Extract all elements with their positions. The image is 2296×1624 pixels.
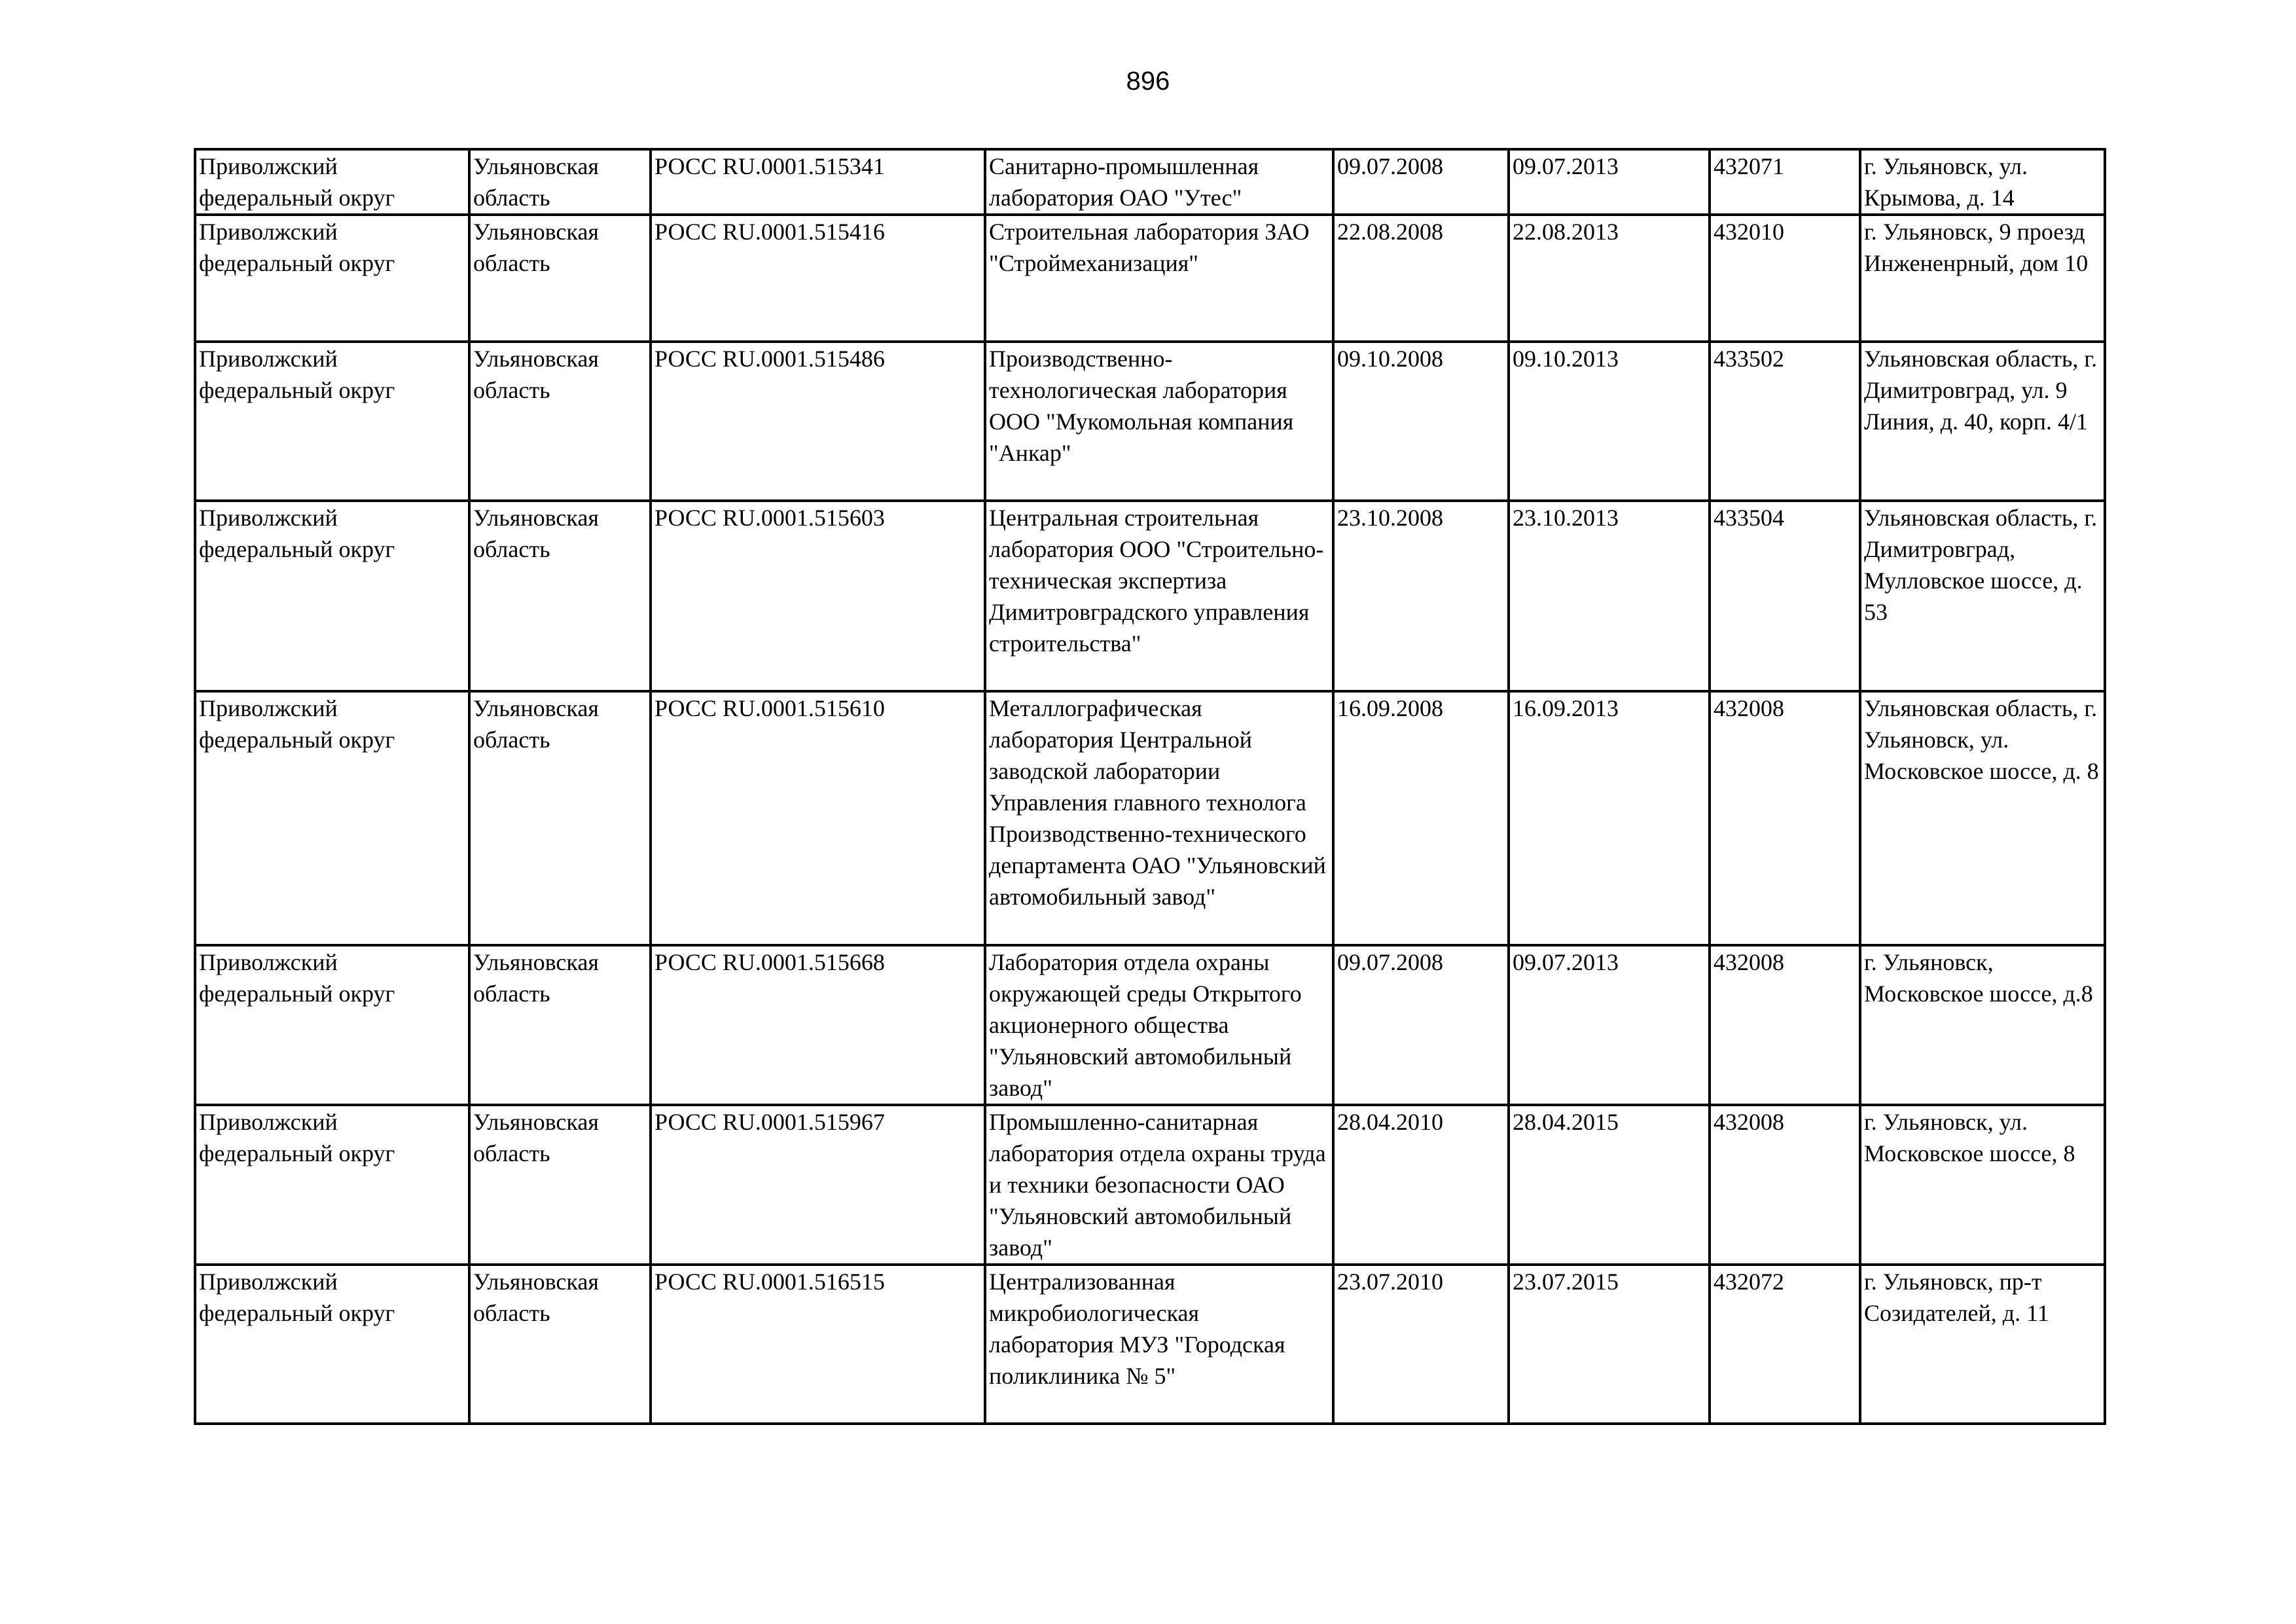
registration-number-cell: РОСС RU.0001.515486 [651,342,985,501]
date-issued-cell: 28.04.2010 [1333,1105,1509,1265]
date-issued-cell: 09.10.2008 [1333,342,1509,501]
address-cell: Ульяновская область, г. Димитровград, Мулловское шоссе, д. 53 [1860,501,2105,691]
registration-number-cell: РОСС RU.0001.515610 [651,691,985,945]
address-cell: г. Ульяновск, 9 проезд Инжененрный, дом 10 [1860,215,2105,342]
postcode-cell: 432072 [1710,1265,1860,1424]
date-valid-cell: 23.10.2013 [1509,501,1710,691]
address-cell: г. Ульяновск, пр-т Созидателей, д. 11 [1860,1265,2105,1424]
address-cell: г. Ульяновск, ул. Московское шоссе, 8 [1860,1105,2105,1265]
region-cell: Ульяновская область [469,1265,651,1424]
table-row [195,342,2105,501]
region-cell: Ульяновская область [469,1105,651,1265]
postcode-cell: 432008 [1710,945,1860,1105]
table-row [195,691,2105,945]
table-row [195,149,2105,215]
date-issued-cell: 22.08.2008 [1333,215,1509,342]
district-cell: Приволжский федеральный округ [195,342,469,501]
district-cell: Приволжский федеральный округ [195,691,469,945]
postcode-cell: 433504 [1710,501,1860,691]
registration-number-cell: РОСС RU.0001.515967 [651,1105,985,1265]
region-cell: Ульяновская область [469,691,651,945]
date-issued-cell: 09.07.2008 [1333,945,1509,1105]
postcode-cell: 433502 [1710,342,1860,501]
date-valid-cell: 09.07.2013 [1509,945,1710,1105]
registration-number-cell: РОСС RU.0001.515341 [651,149,985,215]
laboratory-registry-table [194,148,2106,1425]
district-cell: Приволжский федеральный округ [195,1265,469,1424]
region-cell: Ульяновская область [469,215,651,342]
date-issued-cell: 16.09.2008 [1333,691,1509,945]
district-cell: Приволжский федеральный округ [195,1105,469,1265]
address-cell: г. Ульяновск, ул. Крымова, д. 14 [1860,149,2105,215]
address-cell: г. Ульяновск, Московское шоссе, д.8 [1860,945,2105,1105]
date-issued-cell: 09.07.2008 [1333,149,1509,215]
region-cell: Ульяновская область [469,342,651,501]
date-valid-cell: 09.10.2013 [1509,342,1710,501]
postcode-cell: 432008 [1710,1105,1860,1265]
registration-number-cell: РОСС RU.0001.515603 [651,501,985,691]
laboratory-name-cell: Централизованная микробиологическая лаборатория МУЗ "Городская поликлиника № 5" [985,1265,1333,1424]
laboratory-name-cell: Лаборатория отдела охраны окружающей среды Открытого акционерного общества "Ульяновский автомобильный завод" [985,945,1333,1105]
postcode-cell: 432010 [1710,215,1860,342]
page-number: 896 [1126,67,1170,96]
date-issued-cell: 23.07.2010 [1333,1265,1509,1424]
table-row [195,1265,2105,1424]
date-valid-cell: 23.07.2015 [1509,1265,1710,1424]
laboratory-name-cell: Производственно-технологическая лаборатория ООО "Мукомольная компания "Анкар" [985,342,1333,501]
region-cell: Ульяновская область [469,501,651,691]
district-cell: Приволжский федеральный округ [195,501,469,691]
laboratory-name-cell: Санитарно-промышленная лаборатория ОАО "Утес" [985,149,1333,215]
date-valid-cell: 22.08.2013 [1509,215,1710,342]
registration-number-cell: РОСС RU.0001.516515 [651,1265,985,1424]
region-cell: Ульяновская область [469,945,651,1105]
registration-number-cell: РОСС RU.0001.515416 [651,215,985,342]
table-row [195,215,2105,342]
district-cell: Приволжский федеральный округ [195,215,469,342]
date-valid-cell: 28.04.2015 [1509,1105,1710,1265]
laboratory-name-cell: Металлографическая лаборатория Центральной заводской лаборатории Управления главного технолога Производственно-технического департамента ОАО "Ульяновский автомобильный завод" [985,691,1333,945]
laboratory-name-cell: Строительная лаборатория ЗАО "Строймеханизация" [985,215,1333,342]
postcode-cell: 432008 [1710,691,1860,945]
district-cell: Приволжский федеральный округ [195,149,469,215]
postcode-cell: 432071 [1710,149,1860,215]
laboratory-name-cell: Центральная строительная лаборатория ООО "Строительно-техническая экспертиза Димитровградского управления строительства" [985,501,1333,691]
address-cell: Ульяновская область, г. Димитровград, ул. 9 Линия, д. 40, корп. 4/1 [1860,342,2105,501]
date-valid-cell: 09.07.2013 [1509,149,1710,215]
date-valid-cell: 16.09.2013 [1509,691,1710,945]
registration-number-cell: РОСС RU.0001.515668 [651,945,985,1105]
table-row [195,501,2105,691]
district-cell: Приволжский федеральный округ [195,945,469,1105]
region-cell: Ульяновская область [469,149,651,215]
table-row [195,1105,2105,1265]
date-issued-cell: 23.10.2008 [1333,501,1509,691]
address-cell: Ульяновская область, г. Ульяновск, ул. Московское шоссе, д. 8 [1860,691,2105,945]
laboratory-name-cell: Промышленно-санитарная лаборатория отдела охраны труда и техники безопасности ОАО "Ульяновский автомобильный завод" [985,1105,1333,1265]
table-row [195,945,2105,1105]
